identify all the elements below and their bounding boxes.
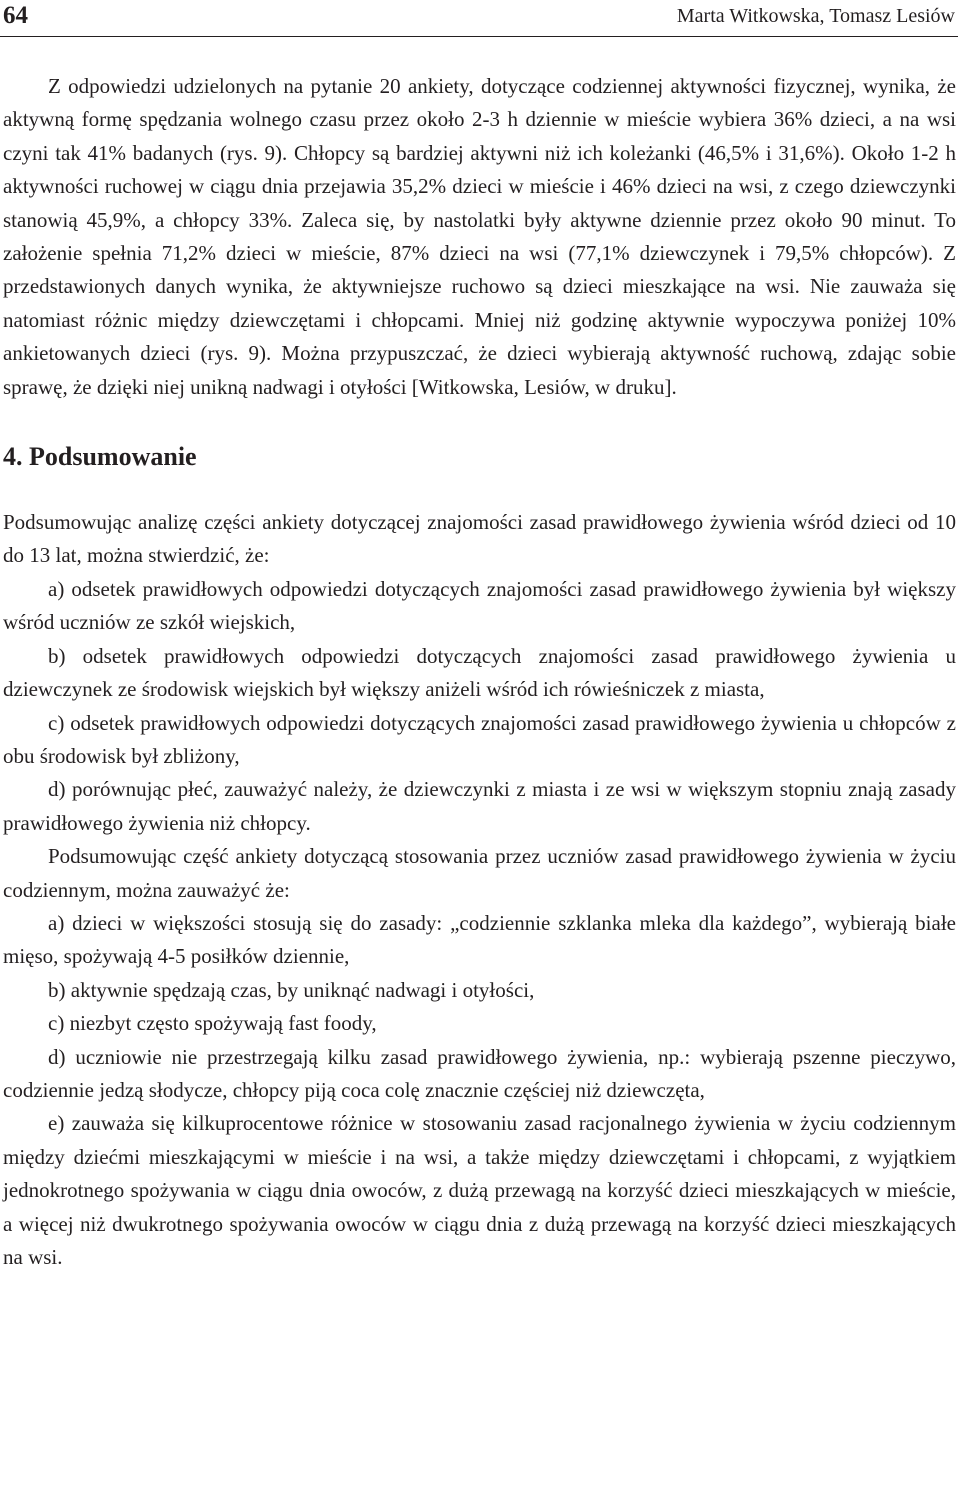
list-item: c) odsetek prawidłowych odpowiedzi dotyczących znajomości zasad prawidłowego żywienia u chłopców z obu środowisk był zbliżony,	[3, 710, 956, 768]
intro-paragraph: Z odpowiedzi udzielonych na pytanie 20 ankiety, dotyczące codziennej aktywności fizycznej, wynika, że aktywną formę spędzania wolnego czasu przez około 2-3 h dziennie w mieście wybiera 36% dzieci, a na wsi czyni tak 41% badanych (rys. 9). Chłopcy są bardziej aktywni niż ich koleżanki (46,5% i 31,6%). Około 1-2 h aktywności ruchowej w ciągu dnia przejawia 35,2% dzieci w mieście i 46% dzieci na wsi, z czego dziewczynki stanowią 45,9%, a chłopcy 33%. Zaleca się, by nastolatki były aktywne dziennie przez około 90 minut. To założenie spełnia 71,2% dzieci w mieście, 87% dzieci na wsi (77,1% dziewczynek i 79,5% chłopców). Z przedstawionych danych wynika, że aktywniejsze ruchowo są dzieci mieszkające na wsi. Nie zauważa się natomiast różnic między dziewczętami i chłopcami. Mniej niż godzinę aktywnie wypoczywa poniżej 10% ankietowanych dzieci (rys. 9). Można przypuszczać, że dzieci wybierają aktywność ruchową, zdając sobie sprawę, że dzięki niej unikną nadwagi i otyłości [Witkowska, Lesiów, w druku].	[3, 74, 956, 399]
list-item: c) niezbyt często spożywają fast foody,	[48, 1011, 377, 1036]
list-item: d) uczniowie nie przestrzegają kilku zasad prawidłowego żywienia, np.: wybierają pszenne pieczywo, codziennie jedzą słodycze, chłopcy piją coca colę znacznie częściej niż dziewczęta,	[3, 1044, 956, 1102]
summary-lead-knowledge: Podsumowując analizę części ankiety dotyczącej znajomości zasad prawidłowego żywienia wśród dzieci od 10 do 13 lat, można stwierdzić, że:	[3, 510, 956, 568]
page-body	[3, 70, 956, 1274]
summary-lead-practice: Podsumowując część ankiety dotyczącą stosowania przez uczniów zasad prawidłowego żywienia w życiu codziennym, można zauważyć że:	[3, 844, 956, 902]
list-item: e) zauważa się kilkuprocentowe różnice w stosowaniu zasad racjonalnego żywienia w życiu codziennym między dziećmi mieszkającymi w mieście i na wsi, a także między dziewczętami i chłopcami, z wyjątkiem jednokrotnego spożywania w ciągu dnia owoców, z dużą przewagą na korzyść dzieci mieszkających w mieście, a więcej niż dwukrotnego spożywania owoców w ciągu dnia z dużą przewagą na korzyść dzieci mieszkających na wsi.	[3, 1111, 956, 1269]
list-item: b) aktywnie spędzają czas, by uniknąć nadwagi i otyłości,	[48, 977, 535, 1002]
list-item: a) dzieci w większości stosują się do zasady: „codziennie szklanka mleka dla każdego”, wybierają białe mięso, spożywają 4-5 posiłków dziennie,	[3, 910, 956, 969]
page-header	[0, 0, 958, 37]
list-item: a) odsetek prawidłowych odpowiedzi dotyczących znajomości zasad prawidłowego żywienia był większy wśród uczniów ze szkół wiejskich,	[3, 576, 956, 635]
section-heading: 4. Podsumowanie	[3, 442, 197, 472]
running-head-authors: Marta Witkowska, Tomasz Lesiów	[676, 5, 955, 27]
list-item: b) odsetek prawidłowych odpowiedzi dotyczących znajomości zasad prawidłowego żywienia u dziewczynek ze środowisk wiejskich był większy aniżeli wśród ich rówieśniczek z miasta,	[3, 643, 956, 702]
list-item: d) porównując płeć, zauważyć należy, że dziewczynki z miasta i ze wsi w większym stopniu znają zasady prawidłowego żywienia niż chłopcy.	[3, 777, 956, 835]
page-number: 64	[3, 2, 28, 29]
